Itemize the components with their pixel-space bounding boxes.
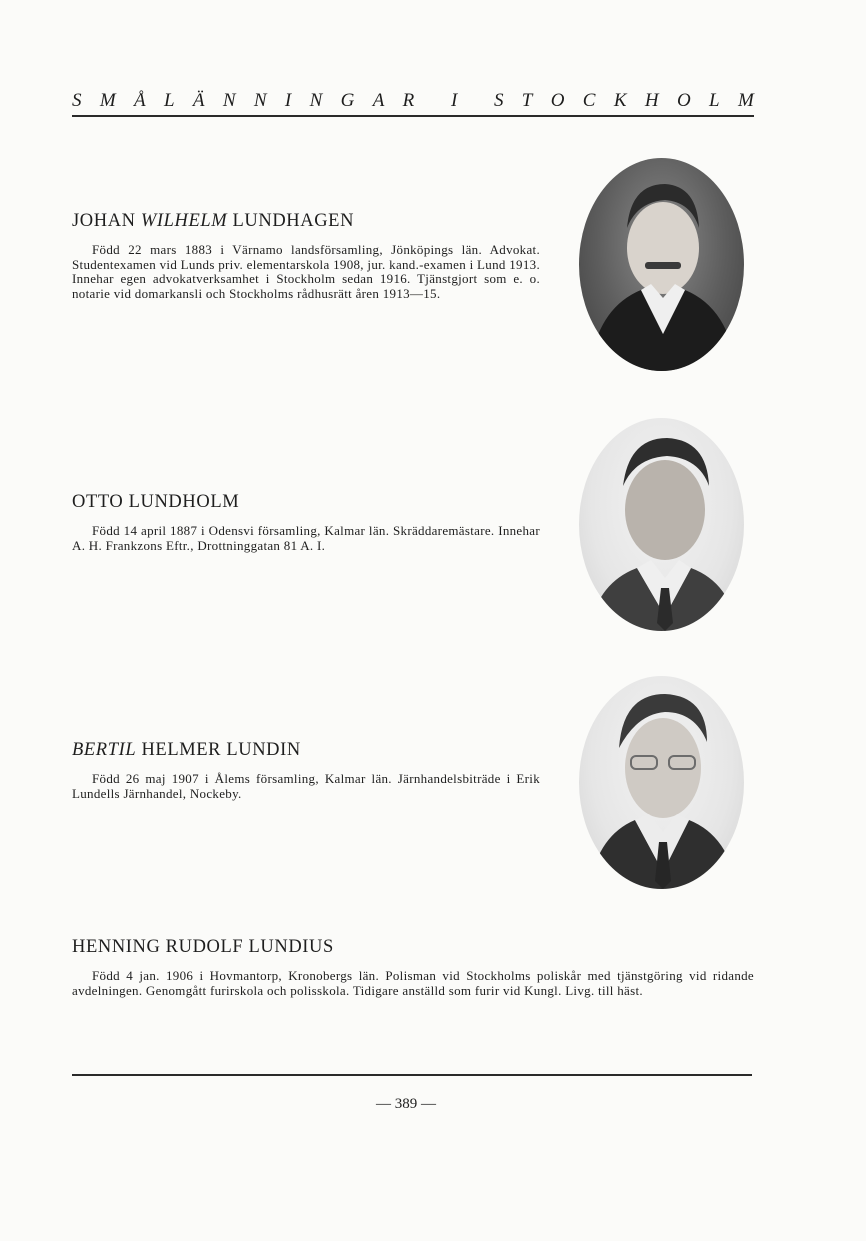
header-letter: A <box>372 90 385 111</box>
header-letter: O <box>550 90 565 111</box>
entry-biography: Född 22 mars 1883 i Värnamo landsförsamling, Jönköpings län. Advokat. Studentexamen vid Lunds priv. elementarskola 1908, jur. kand.-examen i Lund 1913. Innehar egen advokatverksamhet i Stockholm sedan 1916. Tjänstgjort som e. o. notarie vid domarkansli och Stockholms rådhusrätt åren 1913—15. <box>72 242 540 301</box>
header-letter: R <box>402 90 415 111</box>
entry-biography: Född 26 maj 1907 i Ålems församling, Kalmar län. Järnhandelsbiträde i Erik Lundells Järnhandel, Nockeby. <box>72 771 540 801</box>
page-number: — 389 — <box>376 1096 436 1112</box>
header-letter: N <box>309 90 323 111</box>
header-letter: L <box>163 90 175 111</box>
header-letter: S <box>493 90 504 111</box>
entry-biography: Född 14 april 1887 i Odensvi församling, Kalmar län. Skräddaremästare. Innehar A. H. Frankzons Eftr., Drottninggatan 81 A. I. <box>72 523 540 553</box>
header-letter: O <box>676 90 691 111</box>
portrait-image <box>579 676 744 889</box>
header-letter: N <box>253 90 267 111</box>
header-letter: Å <box>134 90 146 111</box>
entry-lundholm <box>72 492 540 553</box>
entry-lundin <box>72 740 540 801</box>
portrait-lundholm <box>579 418 744 631</box>
portrait-lundin <box>579 676 744 889</box>
entry-name: JOHAN WILHELM LUNDHAGEN <box>72 211 355 231</box>
header-letter: I <box>450 90 458 111</box>
header-letter: L <box>709 90 720 111</box>
header-letter: G <box>340 90 355 111</box>
portrait-lundhagen <box>579 158 744 371</box>
running-header <box>72 90 754 112</box>
header-letter: H <box>644 90 659 111</box>
portrait-image <box>579 418 744 631</box>
entry-name: BERTIL HELMER LUNDIN <box>72 740 301 760</box>
header-rule <box>72 115 754 117</box>
header-letter: C <box>582 90 596 111</box>
header-letter: M <box>737 90 754 111</box>
header-letter: M <box>99 90 116 111</box>
header-letter: K <box>613 90 627 111</box>
entry-lundius <box>72 937 754 998</box>
entry-name: HENNING RUDOLF LUNDIUS <box>72 937 334 957</box>
footer-rule <box>72 1074 752 1076</box>
header-letter: N <box>222 90 236 111</box>
header-letter: S <box>72 90 82 111</box>
portrait-image <box>579 158 744 371</box>
header-letter: Ä <box>192 90 205 111</box>
entry-lundhagen <box>72 211 540 301</box>
entry-biography: Född 4 jan. 1906 i Hovmantorp, Kronobergs län. Polisman vid Stockholms poliskår med tjänstgöring vid ridande avdelningen. Genomgått furirskola och polisskola. Tidigare anställd som furir vid Kungl. Livg. till häst. <box>72 968 754 998</box>
header-letter: T <box>521 90 533 111</box>
entry-name: OTTO LUNDHOLM <box>72 492 240 512</box>
header-letter: I <box>284 90 292 111</box>
